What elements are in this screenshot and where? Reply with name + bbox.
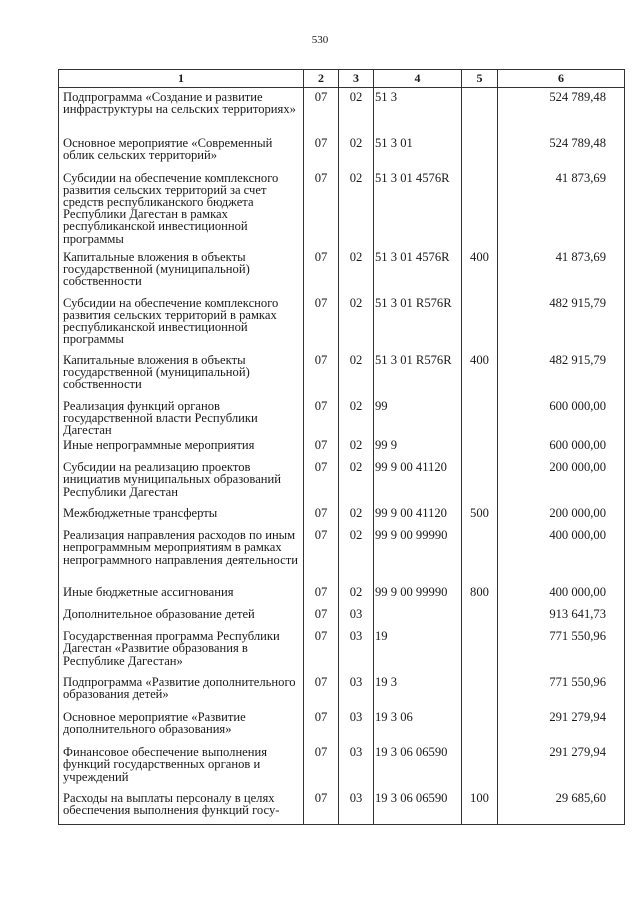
row-subsection: 02 [339, 169, 374, 248]
row-name: Капитальные вложения в объекты государственной (муниципальной) собственности [59, 248, 304, 294]
row-target-code: 99 [374, 397, 462, 437]
header-col-4: 4 [374, 70, 462, 88]
table-row [59, 436, 625, 458]
row-expense-type [462, 88, 498, 134]
row-expense-type: 400 [462, 248, 498, 294]
row-target-code: 19 [374, 627, 462, 673]
row-section: 07 [304, 583, 339, 605]
table-row [59, 169, 625, 248]
row-section: 07 [304, 627, 339, 673]
table-row [59, 504, 625, 526]
row-subsection: 02 [339, 397, 374, 437]
row-target-code: 51 3 01 [374, 134, 462, 169]
row-expense-type: 800 [462, 583, 498, 605]
row-expense-type [462, 134, 498, 169]
row-subsection: 02 [339, 504, 374, 526]
row-expense-type [462, 743, 498, 789]
row-name: Финансовое обеспечение выполнения функций государственных органов и учреждений [59, 743, 304, 789]
row-expense-type: 500 [462, 504, 498, 526]
page-number: 530 [311, 34, 329, 46]
row-subsection: 02 [339, 583, 374, 605]
row-section: 07 [304, 88, 339, 134]
row-target-code: 51 3 01 4576R [374, 248, 462, 294]
row-section: 07 [304, 526, 339, 583]
table-header-row [59, 70, 625, 88]
row-amount: 41 873,69 [498, 248, 625, 294]
table-row [59, 673, 625, 708]
table-row [59, 708, 625, 743]
row-section: 07 [304, 458, 339, 504]
row-target-code: 51 3 [374, 88, 462, 134]
row-expense-type [462, 169, 498, 248]
row-name: Подпрограмма «Создание и развитие инфраструктуры на сельских территориях» [59, 88, 304, 134]
row-subsection: 02 [339, 134, 374, 169]
row-section: 07 [304, 294, 339, 351]
row-target-code: 19 3 [374, 673, 462, 708]
row-amount: 913 641,73 [498, 605, 625, 627]
row-amount: 400 000,00 [498, 526, 625, 583]
header-col-2: 2 [304, 70, 339, 88]
row-section: 07 [304, 743, 339, 789]
row-name: Иные бюджетные ассигнования [59, 583, 304, 605]
row-target-code: 19 3 06 06590 [374, 789, 462, 824]
row-amount: 600 000,00 [498, 436, 625, 458]
row-amount: 524 789,48 [498, 88, 625, 134]
table-row [59, 605, 625, 627]
row-section: 07 [304, 397, 339, 437]
row-section: 07 [304, 504, 339, 526]
row-amount: 524 789,48 [498, 134, 625, 169]
table-row [59, 88, 625, 134]
row-section: 07 [304, 708, 339, 743]
row-name: Дополнительное образование детей [59, 605, 304, 627]
row-name: Реализация функций органов государственной власти Республики Дагестан [59, 397, 304, 437]
table-row [59, 458, 625, 504]
row-name: Основное мероприятие «Современный облик сельских территорий» [59, 134, 304, 169]
row-subsection: 03 [339, 708, 374, 743]
row-amount: 41 873,69 [498, 169, 625, 248]
row-expense-type [462, 294, 498, 351]
row-amount: 200 000,00 [498, 504, 625, 526]
row-section: 07 [304, 351, 339, 397]
row-expense-type: 100 [462, 789, 498, 824]
row-expense-type [462, 673, 498, 708]
row-amount: 400 000,00 [498, 583, 625, 605]
row-subsection: 03 [339, 743, 374, 789]
row-name: Основное мероприятие «Развитие дополнительного образования» [59, 708, 304, 743]
row-subsection: 02 [339, 436, 374, 458]
table-row [59, 743, 625, 789]
row-subsection: 02 [339, 88, 374, 134]
row-target-code: 19 3 06 06590 [374, 743, 462, 789]
row-target-code: 99 9 00 99990 [374, 583, 462, 605]
row-target-code: 99 9 00 41120 [374, 504, 462, 526]
row-target-code: 51 3 01 R576R [374, 351, 462, 397]
row-amount: 482 915,79 [498, 351, 625, 397]
row-target-code: 51 3 01 4576R [374, 169, 462, 248]
row-section: 07 [304, 134, 339, 169]
row-target-code: 51 3 01 R576R [374, 294, 462, 351]
row-amount: 771 550,96 [498, 673, 625, 708]
table-row [59, 294, 625, 351]
row-name: Межбюджетные трансферты [59, 504, 304, 526]
row-target-code: 99 9 [374, 436, 462, 458]
row-target-code [374, 605, 462, 627]
row-name: Субсидии на реализацию проектов инициатив муниципальных образований Республики Дагестан [59, 458, 304, 504]
row-section: 07 [304, 248, 339, 294]
table-row [59, 526, 625, 583]
row-expense-type [462, 458, 498, 504]
row-expense-type [462, 397, 498, 437]
table-row [59, 627, 625, 673]
row-expense-type [462, 526, 498, 583]
row-section: 07 [304, 436, 339, 458]
header-col-5: 5 [462, 70, 498, 88]
row-target-code: 99 9 00 41120 [374, 458, 462, 504]
row-amount: 600 000,00 [498, 397, 625, 437]
header-col-6: 6 [498, 70, 625, 88]
row-section: 07 [304, 673, 339, 708]
table-row [59, 248, 625, 294]
row-amount: 200 000,00 [498, 458, 625, 504]
header-col-3: 3 [339, 70, 374, 88]
row-amount: 482 915,79 [498, 294, 625, 351]
row-expense-type [462, 605, 498, 627]
row-subsection: 03 [339, 627, 374, 673]
row-name: Капитальные вложения в объекты государственной (муниципальной) собственности [59, 351, 304, 397]
table-row [59, 789, 625, 824]
row-expense-type: 400 [462, 351, 498, 397]
row-subsection: 02 [339, 294, 374, 351]
header-col-1: 1 [59, 70, 304, 88]
row-name: Иные непрограммные мероприятия [59, 436, 304, 458]
row-name: Государственная программа Республики Дагестан «Развитие образования в Республике Дагестан» [59, 627, 304, 673]
row-amount: 29 685,60 [498, 789, 625, 824]
row-amount: 291 279,94 [498, 708, 625, 743]
table-row [59, 583, 625, 605]
row-subsection: 02 [339, 248, 374, 294]
row-expense-type [462, 436, 498, 458]
row-subsection: 02 [339, 526, 374, 583]
row-section: 07 [304, 605, 339, 627]
row-subsection: 02 [339, 351, 374, 397]
row-name: Расходы на выплаты персоналу в целях обеспечения выполнения функций госу- [59, 789, 304, 824]
row-expense-type [462, 708, 498, 743]
row-target-code: 19 3 06 [374, 708, 462, 743]
row-section: 07 [304, 789, 339, 824]
row-name: Реализация направления расходов по иным непрограммным мероприятиям в рамках непрограммного направления деятельности [59, 526, 304, 583]
table-row [59, 351, 625, 397]
row-subsection: 03 [339, 673, 374, 708]
row-expense-type [462, 627, 498, 673]
row-subsection: 03 [339, 789, 374, 824]
row-name: Подпрограмма «Развитие дополнительного образования детей» [59, 673, 304, 708]
row-section: 07 [304, 169, 339, 248]
table-row [59, 397, 625, 437]
budget-table [58, 69, 625, 825]
table-row [59, 134, 625, 169]
row-subsection: 02 [339, 458, 374, 504]
row-name: Субсидии на обеспечение комплексного развития сельских территорий в рамках республиканской инвестиционной программы [59, 294, 304, 351]
row-amount: 291 279,94 [498, 743, 625, 789]
row-amount: 771 550,96 [498, 627, 625, 673]
row-target-code: 99 9 00 99990 [374, 526, 462, 583]
row-subsection: 03 [339, 605, 374, 627]
row-name: Субсидии на обеспечение комплексного развития сельских территорий за счет средств республиканского бюджета Республики Дагестан в рамках республиканской инвестиционной программы [59, 169, 304, 248]
